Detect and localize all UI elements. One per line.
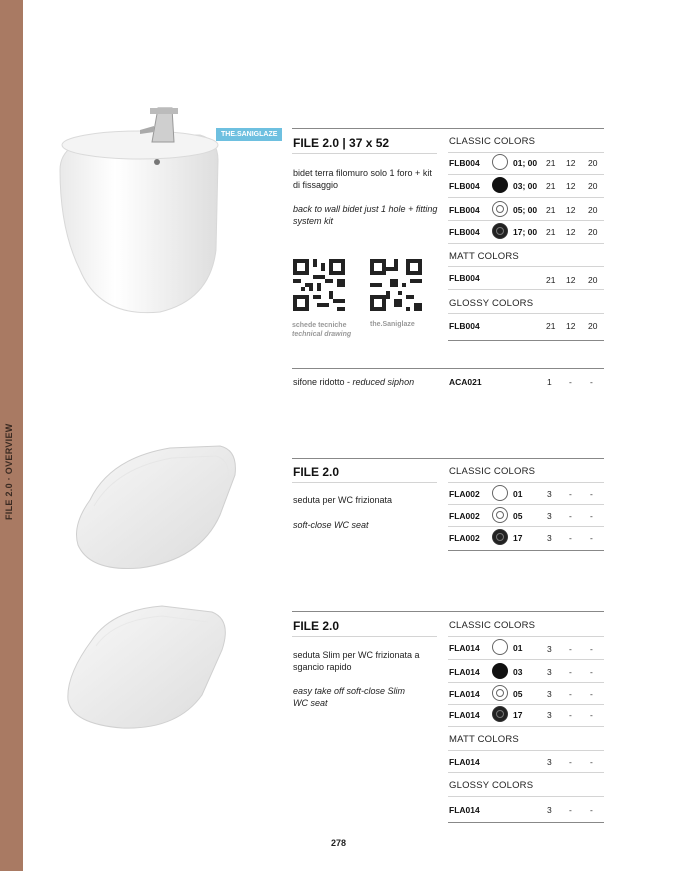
black-swatch-icon	[492, 177, 508, 193]
qty-a: 21	[546, 205, 556, 215]
qr2-caption: the.Saniglaze	[370, 321, 415, 328]
qr-code-saniglaze[interactable]	[370, 259, 422, 311]
siphon-desc-it: sifone ridotto -	[293, 377, 353, 387]
qty-c: -	[590, 489, 593, 499]
qty-c: -	[590, 533, 593, 543]
bidet-image	[50, 100, 230, 325]
product-code: FLA014	[449, 757, 480, 767]
product-code: FLA014	[449, 643, 480, 653]
qty-c: -	[590, 644, 593, 654]
product-code: FLA014	[449, 689, 480, 699]
qr1-caption-it: schede tecniche	[292, 322, 347, 329]
qty-a: 21	[546, 321, 556, 331]
black-swatch-icon	[492, 663, 508, 679]
ring-swatch-icon	[492, 507, 508, 523]
section3-top-rule	[292, 611, 604, 612]
qty-b: 12	[566, 275, 576, 285]
section2-desc-it: seduta per WC frizionata	[293, 495, 393, 505]
product-code: FLA014	[449, 805, 480, 815]
product-code: ACA021	[449, 377, 482, 387]
dark-ring-swatch-icon	[492, 706, 508, 722]
qty-a: 3	[547, 511, 552, 521]
qty-c: -	[590, 689, 593, 699]
qty-c: 20	[588, 275, 598, 285]
product-code: FLB004	[449, 205, 480, 215]
glossy-colors-header: GLOSSY COLORS	[449, 780, 534, 791]
qty-c: -	[590, 667, 593, 677]
qty-a: 3	[547, 805, 552, 815]
section2-top-rule	[292, 458, 604, 459]
qty-b: -	[569, 489, 572, 499]
glossy-colors-header: GLOSSY COLORS	[449, 298, 534, 309]
color-code: 03	[513, 667, 523, 677]
product-code: FLB004	[449, 273, 480, 283]
wc-seat-image	[70, 440, 245, 575]
qty-c: 20	[588, 321, 598, 331]
color-code: 05; 00	[513, 205, 538, 215]
qty-c: -	[590, 377, 593, 387]
saniglaze-badge: THE.SANIGLAZE	[216, 128, 282, 141]
qty-b: -	[569, 710, 572, 720]
qty-c: -	[590, 805, 593, 815]
qty-b: -	[569, 805, 572, 815]
section1-desc-it: bidet terra filomuro solo 1 foro + kit di fissaggio	[293, 168, 432, 190]
dark-ring-swatch-icon	[492, 529, 508, 545]
qty-b: -	[569, 689, 572, 699]
qty-c: -	[590, 710, 593, 720]
classic-colors-header: CLASSIC COLORS	[449, 620, 536, 631]
qty-a: 3	[547, 710, 552, 720]
matt-colors-header: MATT COLORS	[449, 251, 519, 262]
classic-colors-header: CLASSIC COLORS	[449, 466, 536, 477]
qr-code-technical-drawing[interactable]	[293, 259, 345, 311]
white-swatch-icon	[492, 154, 508, 170]
color-code: 05	[513, 511, 523, 521]
siphon-desc	[293, 377, 414, 389]
color-code: 01; 00	[513, 158, 538, 168]
white-swatch-icon	[492, 639, 508, 655]
section3-title: FILE 2.0	[293, 619, 340, 633]
qty-b: 12	[566, 181, 576, 191]
ring-swatch-icon	[492, 201, 508, 217]
color-code: 17	[513, 533, 523, 543]
qty-a: 21	[546, 158, 556, 168]
qty-a: 3	[547, 489, 552, 499]
sidebar-label: FILE 2.0 · OVERVIEW	[4, 423, 14, 520]
product-code: FLA014	[449, 710, 480, 720]
qty-c: 20	[588, 205, 598, 215]
qty-b: -	[569, 644, 572, 654]
section3-desc-it: seduta Slim per WC frizionata a sgancio rapido	[293, 650, 420, 672]
qty-a: 21	[546, 275, 556, 285]
page-number: 278	[331, 838, 347, 848]
section1-top-rule	[292, 128, 604, 129]
qty-a: 3	[547, 689, 552, 699]
matt-colors-header: MATT COLORS	[449, 734, 519, 745]
section2-title: FILE 2.0	[293, 465, 340, 479]
product-code: FLB004	[449, 227, 480, 237]
qty-c: -	[590, 757, 593, 767]
qty-a: 3	[547, 667, 552, 677]
qty-a: 3	[547, 533, 552, 543]
qty-b: 12	[566, 205, 576, 215]
qty-c: 20	[588, 181, 598, 191]
product-code: FLB004	[449, 181, 480, 191]
product-code: FLA002	[449, 511, 480, 521]
color-code: 17; 00	[513, 227, 538, 237]
section1-desc-en: back to wall bidet just 1 hole + fitting system kit	[293, 204, 438, 226]
color-code: 01	[513, 643, 523, 653]
color-code: 03; 00	[513, 181, 538, 191]
section1-title: FILE 2.0 | 37 x 52	[293, 136, 390, 150]
siphon-desc-en: reduced siphon	[352, 377, 415, 387]
qr1-caption-en: technical drawing	[292, 331, 352, 338]
qty-a: 21	[546, 181, 556, 191]
qty-a: 3	[547, 757, 552, 767]
qty-b: 12	[566, 227, 576, 237]
qty-b: -	[569, 511, 572, 521]
product-code: FLA002	[449, 489, 480, 499]
qty-b: 12	[566, 158, 576, 168]
qty-c: 20	[588, 158, 598, 168]
qty-a: 21	[546, 227, 556, 237]
color-code: 01	[513, 489, 523, 499]
product-code: FLB004	[449, 158, 480, 168]
product-code: FLA002	[449, 533, 480, 543]
color-code: 05	[513, 689, 523, 699]
qty-a: 1	[547, 377, 552, 387]
dark-ring-swatch-icon	[492, 223, 508, 239]
color-code: 17	[513, 710, 523, 720]
section2-desc-en: soft-close WC seat	[293, 520, 369, 530]
qty-b: -	[569, 757, 572, 767]
qty-b: 12	[566, 321, 576, 331]
qty-c: 20	[588, 227, 598, 237]
qty-a: 3	[547, 644, 552, 654]
slim-wc-seat-image	[62, 600, 237, 740]
qty-b: -	[569, 377, 572, 387]
white-swatch-icon	[492, 485, 508, 501]
ring-swatch-icon	[492, 685, 508, 701]
product-code: FLB004	[449, 321, 480, 331]
qty-b: -	[569, 533, 572, 543]
qty-b: -	[569, 667, 572, 677]
qty-c: -	[590, 511, 593, 521]
section3-desc-en: easy take off soft-close Slim WC seat	[293, 686, 406, 708]
product-code: FLA014	[449, 667, 480, 677]
classic-colors-header: CLASSIC COLORS	[449, 136, 536, 147]
